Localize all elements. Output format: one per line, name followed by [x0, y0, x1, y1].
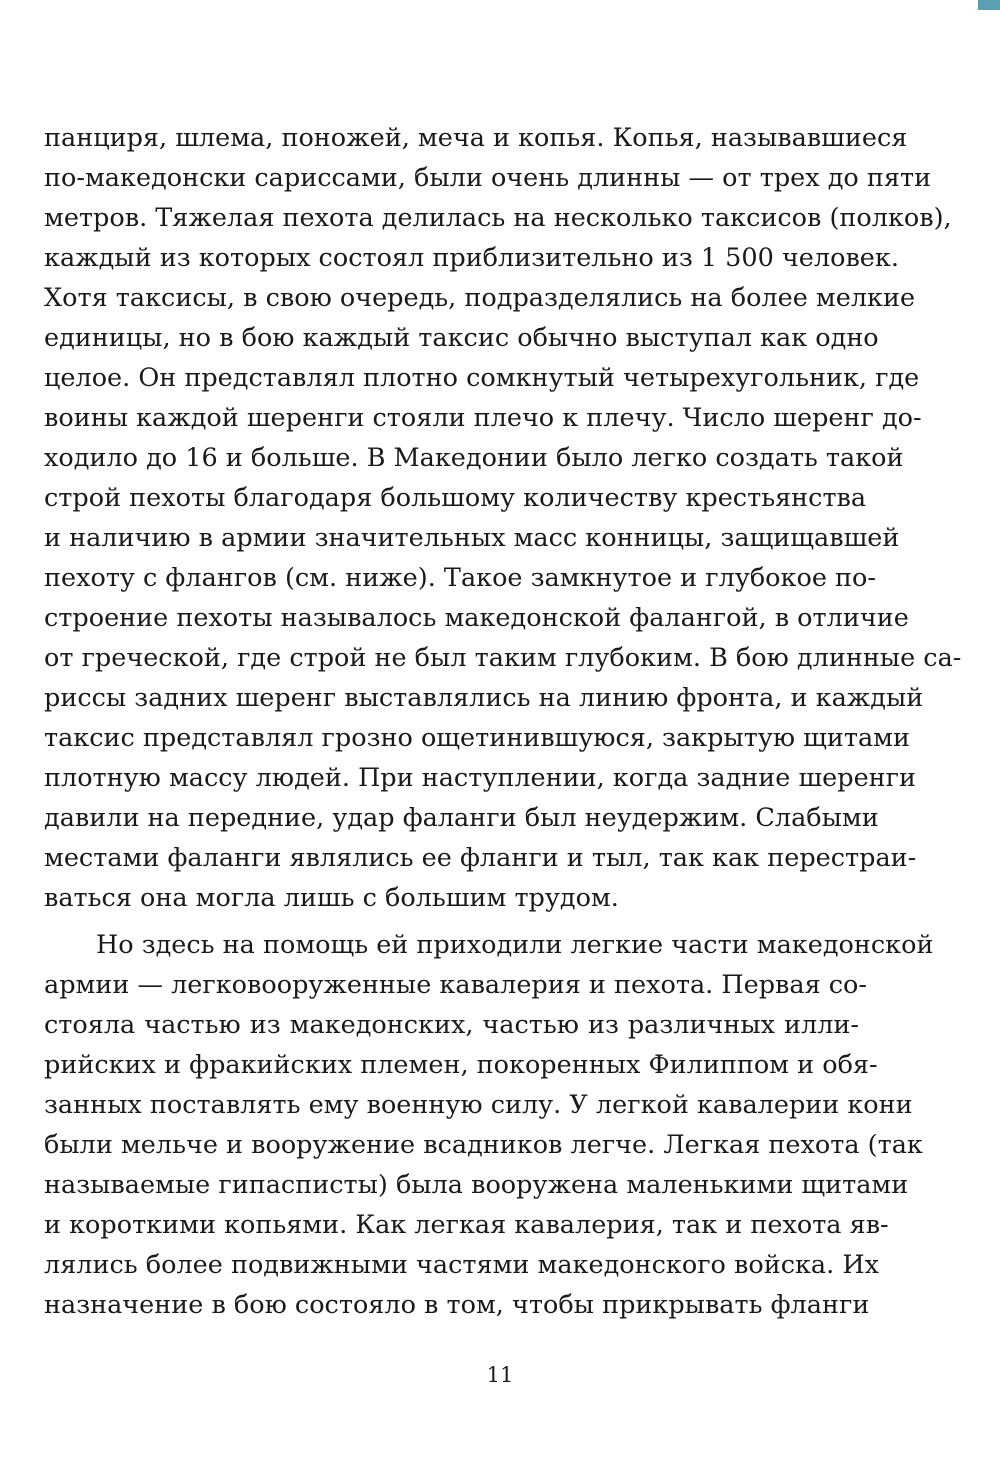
text-line: целое. Он представлял плотно сомкнутый четырехугольник, где [44, 363, 920, 393]
text-line: и наличию в армии значительных масс конницы, защищавшей [44, 523, 900, 553]
text-line: армии — легковооруженные кавалерия и пехота. Первая со- [44, 970, 868, 1000]
text-line: панциря, шлема, поножей, меча и копья. Копья, называвшиеся [44, 123, 908, 153]
text-line: риссы задних шеренг выставлялись на линию фронта, и каждый [44, 683, 924, 713]
text-line: воины каждой шеренги стояли плечо к плечу. Число шеренг до- [44, 403, 922, 433]
text-line: по-македонски сариссами, были очень длинны — от трех до пяти [44, 163, 932, 193]
text-line: назначение в бою состояло в том, чтобы прикрывать фланги [44, 1290, 870, 1320]
text-line: называемые гипасписты) была вооружена маленькими щитами [44, 1170, 909, 1200]
text-line: пехоту с флангов (см. ниже). Такое замкнутое и глубокое по- [44, 563, 876, 593]
paragraph-gap [44, 918, 859, 925]
text-line: метров. Тяжелая пехота делилась на несколько таксисов (полков), [44, 203, 952, 233]
text-line: строение пехоты называлось македонской фалангой, в отличие [44, 603, 909, 633]
page-body [44, 118, 962, 1325]
text-line: ваться она могла лишь с большим трудом. [44, 883, 619, 913]
text-line: каждый из которых состоял приблизительно из 1 500 человек. [44, 243, 899, 273]
text-line: стояла частью из македонских, частью из различных илли- [44, 1010, 859, 1040]
text-line: таксис представлял грозно ощетинившуюся, закрытую щитами [44, 723, 910, 753]
text-line: Но здесь на помощь ей приходили легкие части македонской [96, 930, 934, 960]
text-line: Хотя таксисы, в свою очередь, подразделялись на более мелкие [44, 283, 916, 313]
text-line: давили на передние, удар фаланги был неудержим. Слабыми [44, 803, 879, 833]
text-line: лялись более подвижными частями македонского войска. Их [44, 1250, 879, 1280]
text-line: и короткими копьями. Как легкая кавалерия, так и пехота яв- [44, 1210, 889, 1240]
text-line: единицы, но в бою каждый таксис обычно выступал как одно [44, 323, 879, 353]
text-line: занных поставлять ему военную силу. У легкой кавалерии кони [44, 1090, 913, 1120]
text-line: ходило до 16 и больше. В Македонии было легко создать такой [44, 443, 904, 473]
text-line: были мельче и вооружение всадников легче. Легкая пехота (так [44, 1130, 923, 1160]
text-line: строй пехоты благодаря большому количеству крестьянства [44, 483, 867, 513]
page-number: 11 [486, 1363, 514, 1387]
paragraph-2 [44, 925, 934, 1325]
corner-mark [978, 0, 1000, 10]
text-line: плотную массу людей. При наступлении, когда задние шеренги [44, 763, 917, 793]
text-line: местами фаланги являлись ее фланги и тыл, так как перестраи- [44, 843, 917, 873]
paragraph-1 [44, 118, 962, 918]
text-line: от греческой, где строй не был таким глубоким. В бою длинные са- [44, 643, 962, 673]
text-line: рийских и фракийских племен, покоренных Филиппом и обя- [44, 1050, 878, 1080]
